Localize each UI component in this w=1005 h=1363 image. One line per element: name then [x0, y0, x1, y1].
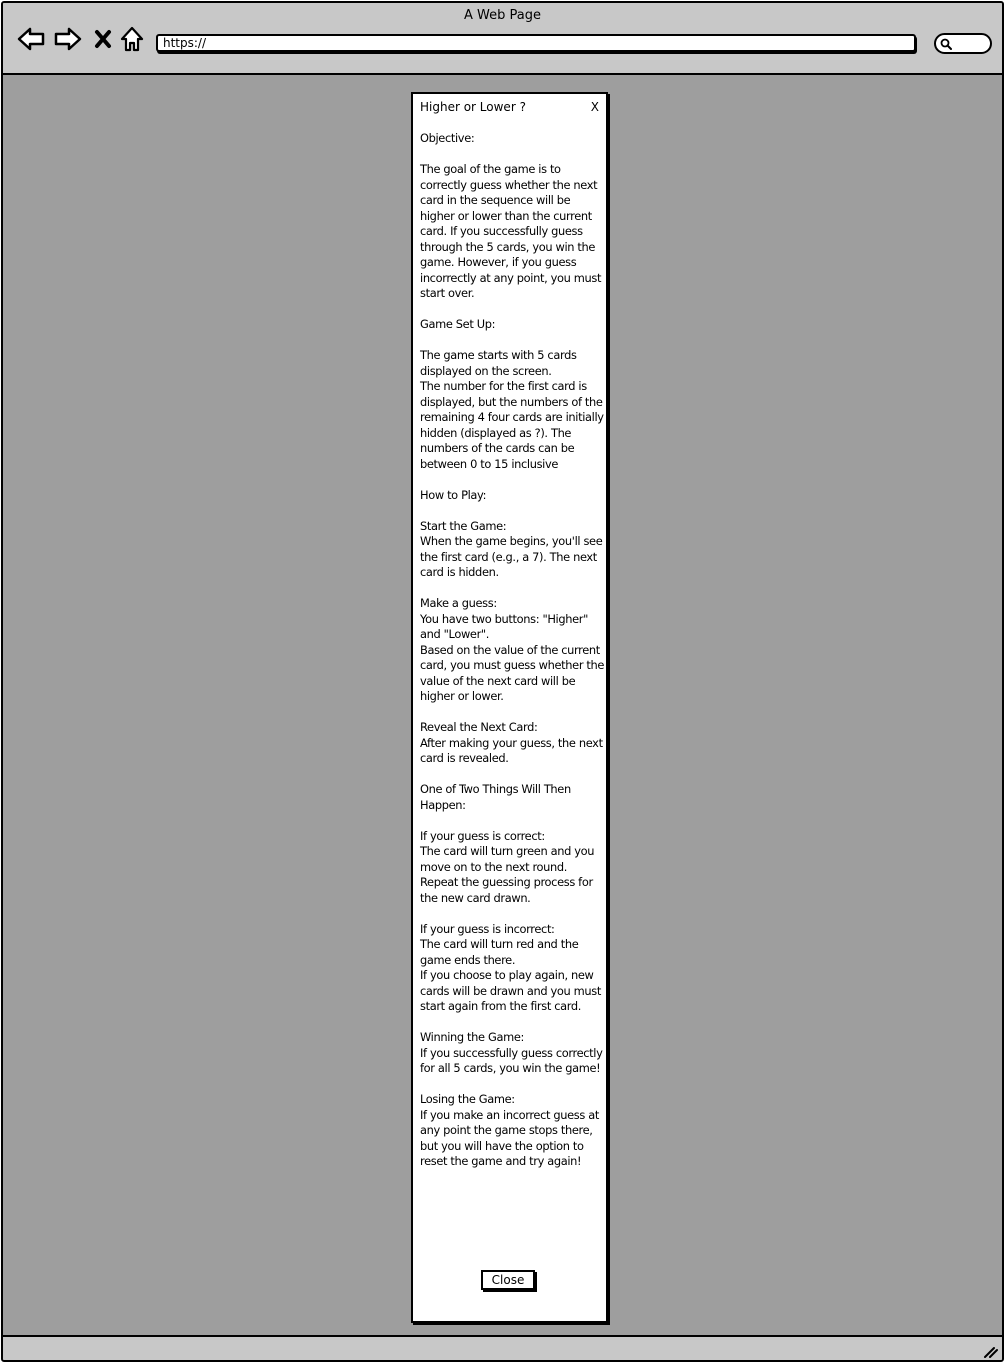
- resize-grip-icon[interactable]: [982, 1345, 998, 1359]
- rules-text: Objective: The goal of the game is to correctly guess whether the next card in the sequence will be higher or lower than the current card. If you successfully guess through the 5 cards, you win the game. However, if you guess incorrectly at any point, you must start over. Game Set Up: The game starts with 5 cards displayed on the screen. The number for the first card is displayed, but the numbers of the remaining 4 four cards are initially hidden (displayed as ?). The numbers of the cards can be between 0 to 15 inclusive How to Play: Start the Game: When the game begins, you'll see the first card (e.g., a 7). The next card is hidden. Make a guess: You have two buttons: "Higher" and "Lower". Based on the value of the current card, you must guess whether the value of the next card will be higher or lower. Reveal the Next Card: After making your guess, the next card is revealed. One of Two Things Will Then Happen: If your guess is correct: The card will turn green and you move on to the next round. Repeat the guessing process for the new card drawn. If your guess is incorrect: The card will turn red and the game ends there. If you choose to play again, new cards will be drawn and you must start again from the first card. Winning the Game: If you successfully guess correctly for all 5 cards, you win the game! Losing the Game: If you make an incorrect guess at any point the game stops there, but you will have the option to reset the game and try again!: [420, 131, 605, 1168]
- forward-arrow-icon: [53, 26, 83, 52]
- browser-window: [1, 1, 1004, 1362]
- home-icon: [119, 25, 145, 53]
- status-bar: [3, 1335, 1002, 1362]
- dialog-title: Higher or Lower ?: [420, 100, 526, 114]
- close-button[interactable]: Close: [481, 1270, 535, 1290]
- address-bar[interactable]: https://: [156, 34, 916, 52]
- page-content: [3, 75, 1002, 1336]
- forward-button[interactable]: [52, 23, 84, 55]
- window-title: A Web Page: [464, 8, 541, 23]
- back-button[interactable]: [15, 23, 47, 55]
- back-arrow-icon: [16, 26, 46, 52]
- rules-dialog: [411, 92, 608, 1323]
- close-x-icon: [92, 28, 114, 50]
- search-box[interactable]: [934, 33, 992, 54]
- browser-toolbar: [3, 3, 1002, 75]
- home-button[interactable]: [116, 23, 148, 55]
- search-icon: [940, 38, 952, 50]
- stop-button[interactable]: [87, 23, 119, 55]
- dialog-close-x-button[interactable]: X: [590, 100, 599, 114]
